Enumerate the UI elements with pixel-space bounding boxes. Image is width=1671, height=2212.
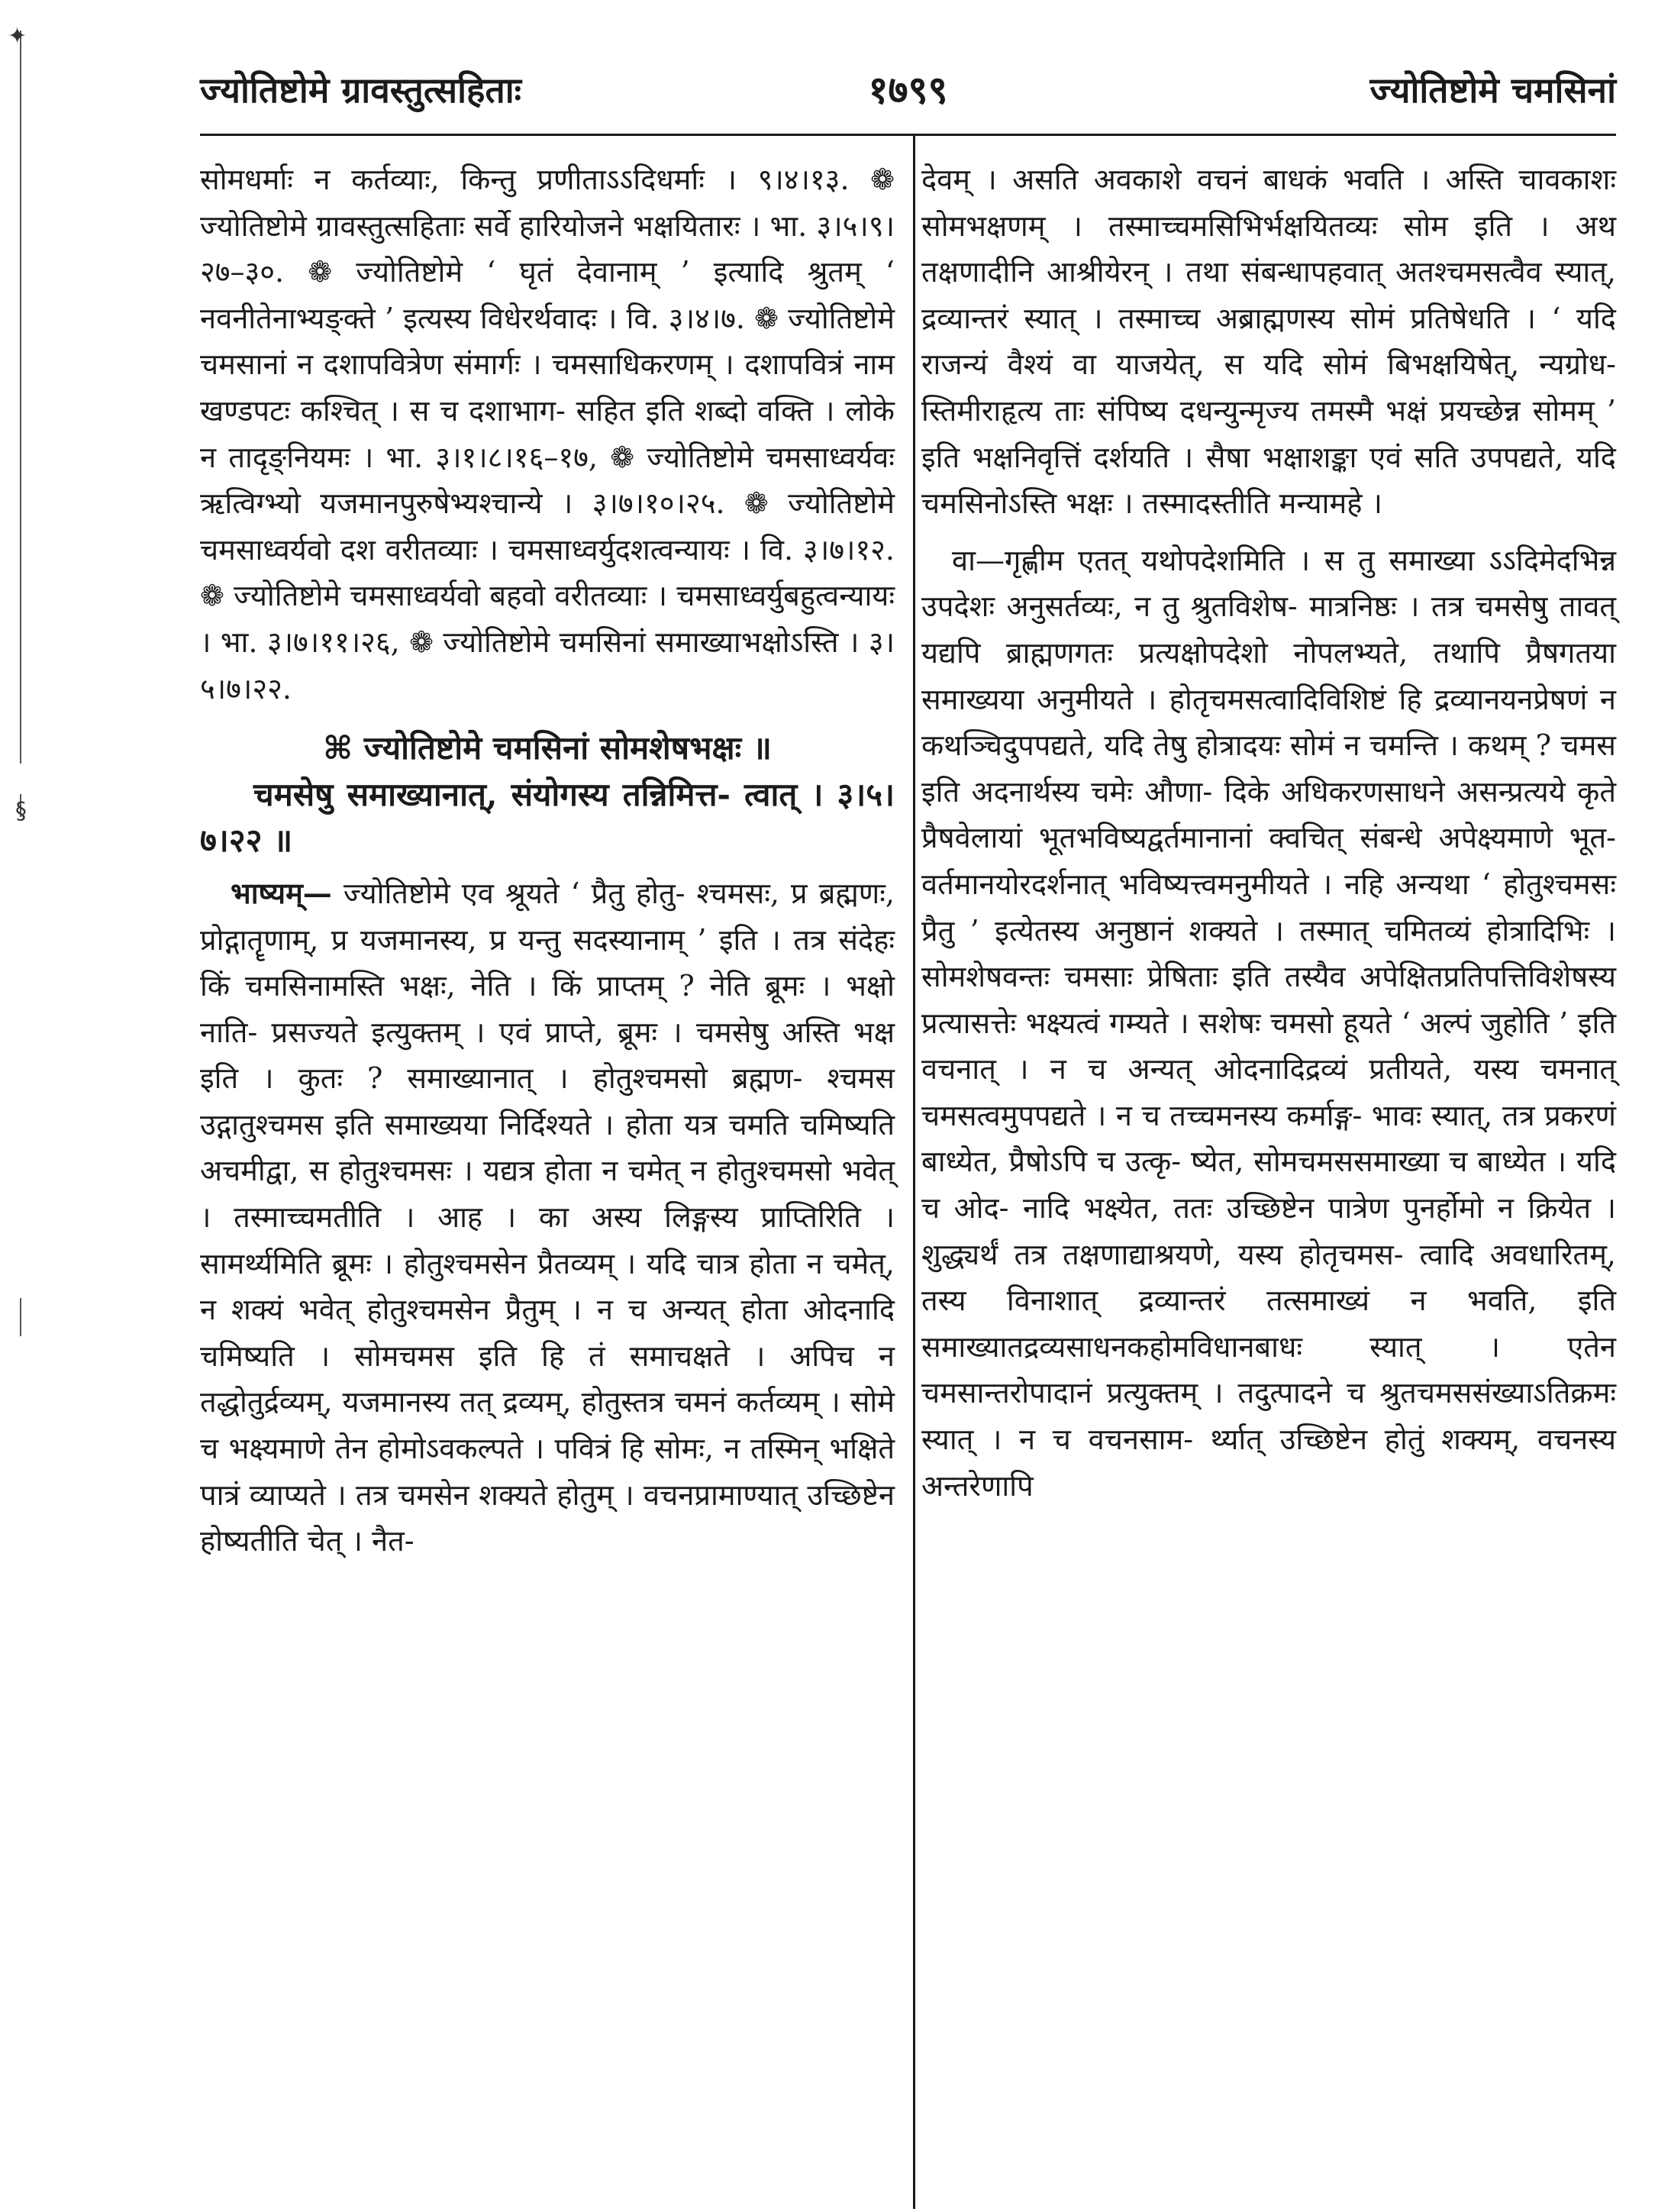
page-number: १७९९ <box>868 67 948 112</box>
running-title-left: ज्योतिष्टोमे ग्रावस्तुत्सहिताः <box>200 69 521 111</box>
bhashya-paragraph <box>200 870 895 1565</box>
bhashya-text: ज्योतिष्टोमे एव श्रूयते ‘ प्रैतु होतु- श्चमसः, प्र ब्रह्मणः, प्रोद्गातॄणाम्, प्र यजमानस्य, प्र यन्तु सदस्यानाम् ’ इति । तत्र संदेहः किं चमसिनामस्ति भक्षः, नेति । किं प्राप्तम् ? नेति ब्रूमः । भक्षो नाति- प्रसज्यते इत्युक्तम् । एवं प्राप्ते, ब्रूमः । चमसेषु अस्ति भक्ष इति । कुतः ? समाख्यानात् । होतुश्चमसो ब्रह्मण- श्चमस उद्गातुश्चमस इति समाख्यया निर्दिश्यते । होता यत्र चमति चमिष्यति अचमीद्वा, स होतुश्चमसः । यद्यत्र होता न चमेत् न होतुश्चमसो भवेत् । तस्माच्चमतीति । आह । का अस्य लिङ्गस्य प्राप्तिरिति । सामर्थ्यमिति ब्रूमः । होतुश्चमसेन प्रैतव्यम् । यदि चात्र होता न चमेत्, न शक्यं भवेत् होतुश्चमसेन प्रैतुम् । न च अन्यत् होता ओदनादि चमिष्यति । सोमचमस इति हि तं समाचक्षते । अपिच न तद्धोतुर्द्रव्यम्, यजमानस्य तत् द्रव्यम्, होतुस्तत्र चमनं कर्तव्यम् । सोमे च भक्ष्यमाणे तेन होमोऽवकल्पते । पवित्रं हि सोमः, न तस्मिन् भक्षिते पात्रं व्याप्यते । तत्र चमसेन शक्यते होतुम् । वचनप्रामाण्यात् उच्छिष्टेन होष्यतीति चेत् । नैत- <box>200 876 895 1558</box>
column-rule <box>913 136 915 2209</box>
intro-paragraph: सोमधर्माः न कर्तव्याः, किन्तु प्रणीताऽऽदिधर्माः । ९।४।१३. ❁ ज्योतिष्टोमे ग्रावस्तुत्सहिताः सर्वे हारियोजने भक्षयितारः । भा. ३।५।९।२७–३०. ❁ ज्योतिष्टोमे ‘ घृतं देवानाम् ’ इत्यादि श्रुतम् ‘ नवनीतेनाभ्यङ्क्ते ’ इत्यस्य विधेरर्थवादः । वि. ३।४।७. ❁ ज्योतिष्टोमे चमसानां न दशापवित्रेण संमार्गः । चमसाधिकरणम् । दशापवित्रं नाम खण्डपटः कश्चित् । स च दशाभाग- सहित इति शब्दो वक्ति । लोके न तादृङ्नियमः । भा. ३।१।८।१६–१७, ❁ ज्योतिष्टोमे चमसाध्वर्यवः ऋत्विग्भ्यो यजमानपुरुषेभ्यश्चान्ये । ३।७।१०।२५. ❁ ज्योतिष्टोमे चमसाध्वर्यवो दश वरीतव्याः । चमसाध्वर्युदशत्वन्यायः । वि. ३।७।१२. ❁ ज्योतिष्टोमे चमसाध्वर्यवो बहवो वरीतव्याः । चमसाध्वर्युबहुत्वन्यायः । भा. ३।७।११।२६, ❁ ज्योतिष्टोमे चमसिनां समाख्याभक्षोऽस्ति । ३।५।७।२२. <box>200 163 895 706</box>
bhashya-label: भाष्यम्— <box>231 875 332 910</box>
section-heading-text: ज्योतिष्टोमे चमसिनां सोमशेषभक्षः ॥ <box>363 729 772 767</box>
running-title-right: ज्योतिष्टोमे चमसिनां <box>1369 69 1616 111</box>
binding-margin-line <box>20 275 21 764</box>
page-header <box>200 67 1616 113</box>
section-mark-icon: ⌘ <box>323 729 364 767</box>
binding-margin-mark: ✦ <box>8 23 27 50</box>
section-heading <box>200 725 895 772</box>
header-rule <box>200 134 1616 136</box>
right-paragraph-1: देवम् । असति अवकाशे वचनं बाधकं भवति । अस्ति चावकाशः सोमभक्षणम् । तस्माच्चमसिभिर्भक्षयितव्यः सोम इति । अथ तक्षणादीनि आश्रीयेरन् । तथा संबन्धापहवात् अतश्चमसत्वैव स्यात्, द्रव्यान्तरं स्यात् । तस्माच्च अब्राह्मणस्य सोमं प्रतिषेधति । ‘ यदि राजन्यं वैश्यं वा याजयेत्, स यदि सोमं बिभक्षयिषेत्, न्यग्रोध- स्तिमीराहृत्य ताः संपिष्य दधन्युन्मृज्य तमस्मै भक्षं प्रयच्छेन्न सोमम् ’ इति भक्षनिवृत्तिं दर्शयति । सैषा भक्षाशङ्का एवं सति उपपद्यते, यदि चमसिनोऽस्ति भक्षः । तस्मादस्तीति मन्यामहे । <box>921 163 1616 521</box>
binding-margin-line <box>20 1298 21 1336</box>
binding-margin-mark: § <box>15 798 27 825</box>
left-column <box>200 157 895 1565</box>
sutra-text: चमसेषु समाख्यानात्, संयोगस्य तन्निमित्त- त्वात् । ३।५।७।२२ ॥ <box>200 775 895 860</box>
right-column <box>921 157 1616 1509</box>
right-paragraph-2: वा—गृह्णीम एतत् यथोपदेशमिति । स तु समाख्या ऽऽदिमेदभिन्न उपदेशः अनुसर्तव्यः, न तु श्रुतविशेष- मात्रनिष्ठः । तत्र चमसेषु तावत् यद्यपि ब्राह्मणगतः प्रत्यक्षोपदेशो नोपलभ्यते, तथापि प्रैषगतया समाख्यया अनुमीयते । होतृचमसत्वादिविशिष्टं हि द्रव्यानयनप्रेषणं न कथञ्चिदुपपद्यते, यदि तेषु होत्रादयः सोमं न चमन्ति । कथम् ? चमस इति अदनार्थस्य चमेः औणा- दिके अधिकरणसाधने असन्प्रत्यये कृते प्रैषवेलायां भूतभविष्यद्वर्तमानानां क्वचित् संबन्धे अपेक्ष्यमाणे भूत- वर्तमानयोरदर्शनात् भविष्यत्त्वमनुमीयते । नहि अन्यथा ‘ होतुश्चमसः प्रैतु ’ इत्येतस्य अनुष्ठानं शक्यते । तस्मात् चमितव्यं होत्रादिभिः । सोमशेषवन्तः चमसाः प्रेषिताः इति तस्यैव अपेक्षितप्रतिपत्तिविशेषस्य प्रत्यासत्तेः भक्ष्यत्वं गम्यते । सशेषः चमसो हूयते ‘ अल्पं जुहोति ’ इति वचनात् । न च अन्यत् ओदनादिद्रव्यं प्रतीयते, यस्य चमनात् चमसत्वमुपपद्यते । न च तच्चमनस्य कर्माङ्ग- भावः स्यात्, तत्र प्रकरणं बाध्येत, प्रैषोऽपि च उत्कृ- ष्येत, सोमचमससमाख्या च बाध्येत । यदि च ओद- नादि भक्ष्येत, ततः उच्छिष्टेन पात्रेण पुनर्होमो न क्रियेत । शुद्ध्यर्थं तत्र तक्षणाद्याश्रयणे, यस्य होतृचमस- त्वादि अवधारितम्, तस्य विनाशात् द्रव्यान्तरं तत्समाख्यं न भवति, इति समाख्यातद्रव्यसाधनकहोमविधानबाधः स्यात् । एतेन चमसान्तरोपादानं प्रत्युक्तम् । तदुत्पादने च श्रुतचमससंख्याऽतिक्रमः स्यात् । न च वचनसाम- र्थ्यात् उच्छिष्टेन होतुं शक्यम्, वचनस्य अन्तरेणापि <box>921 543 1616 1503</box>
